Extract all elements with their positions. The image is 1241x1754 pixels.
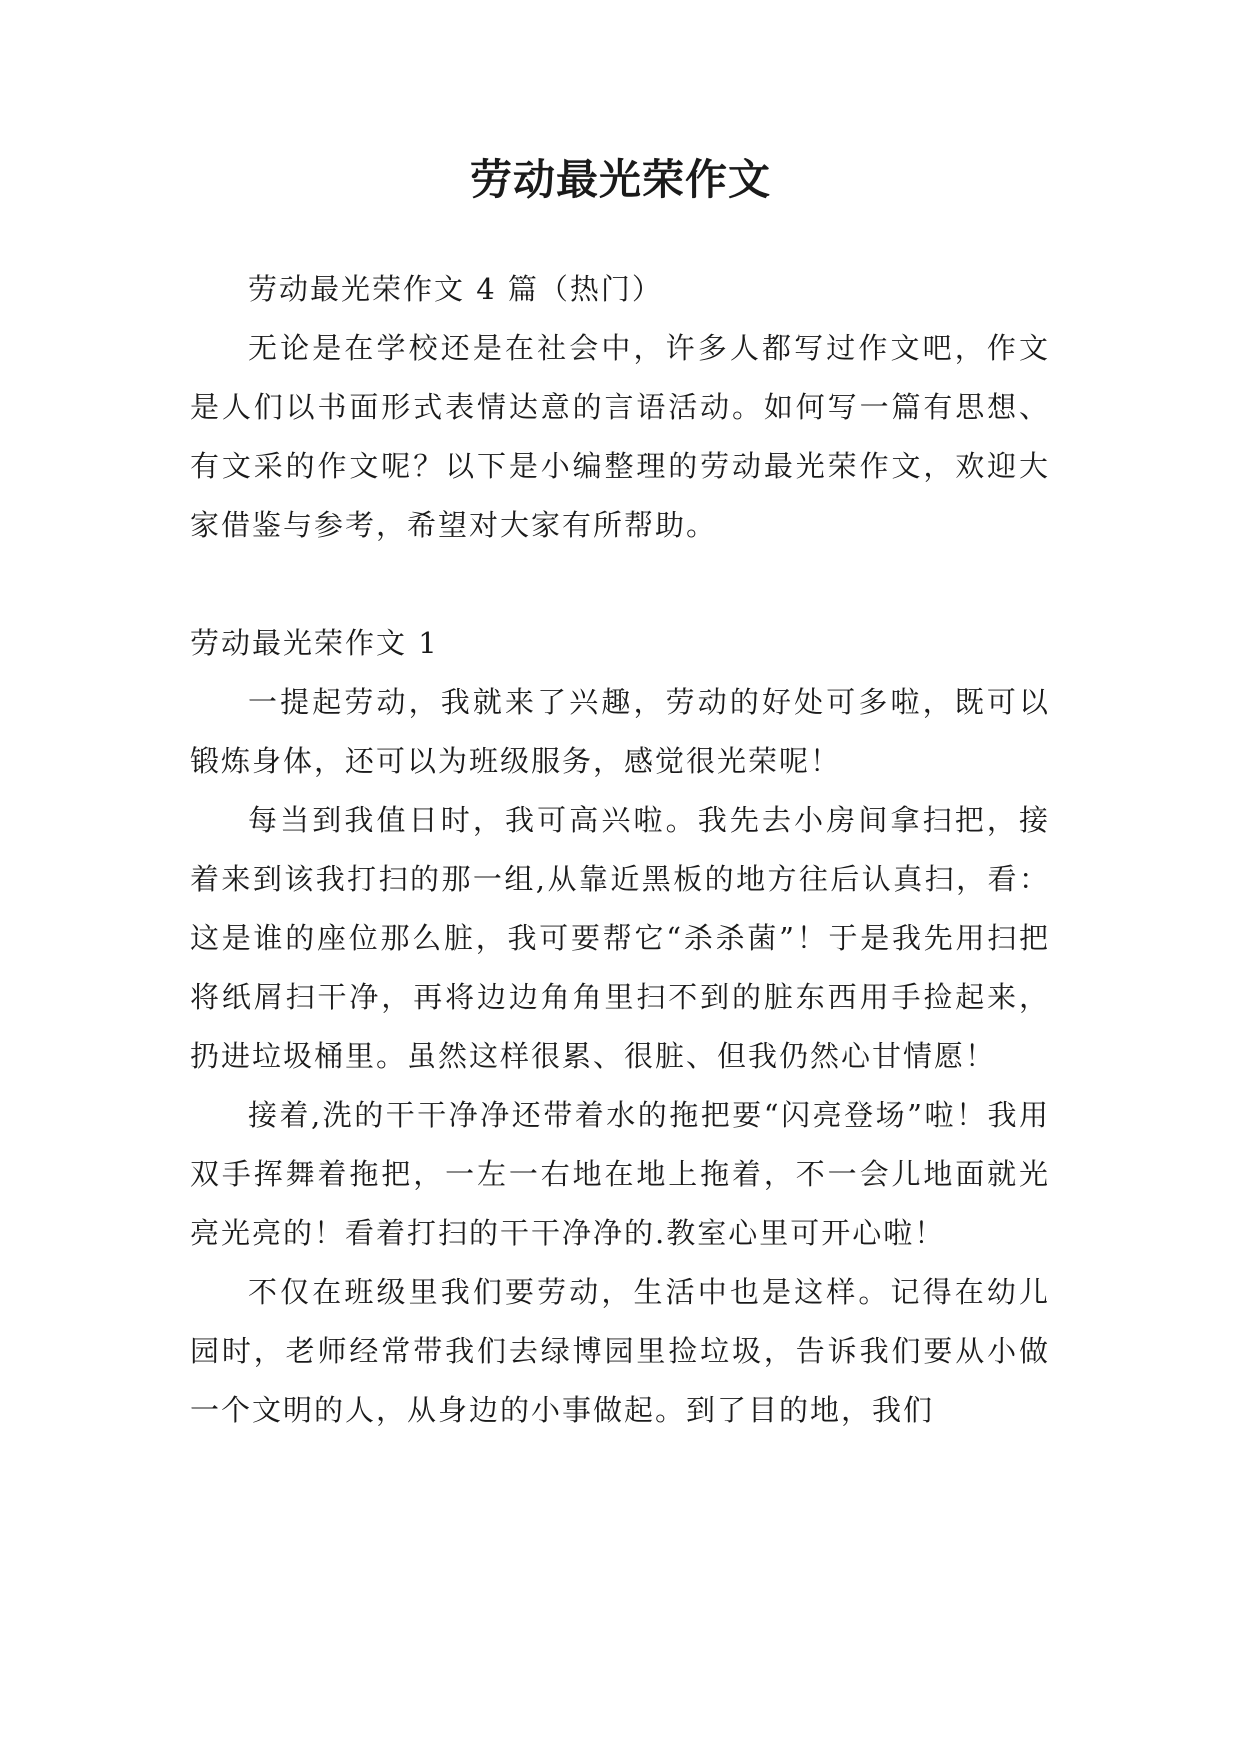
section-heading: 劳动最光荣作文 1 [190, 626, 439, 660]
document-subtitle: 劳动最光荣作文 4 篇（热门） [248, 272, 663, 306]
intro-paragraph: 无论是在学校还是在社会中，许多人都写过作文吧，作文是人们以书面形式表情达意的言语活动。如何写一篇有思想、有文采的作文呢？以下是小编整理的劳动最光荣作文，欢迎大家借鉴与参考，希望对大家有所帮助。 [190, 331, 1050, 542]
document-body [190, 260, 1050, 1440]
paragraph-gap [190, 555, 1050, 614]
body-paragraph: 每当到我值日时，我可高兴啦。我先去小房间拿扫把，接着来到该我打扫的那一组,从靠近黑板的地方往后认真扫，看：这是谁的座位那么脏，我可要帮它“杀杀菌”！于是我先用扫把将纸屑扫干净，再将边边角角里扫不到的脏东西用手捡起来，扔进垃圾桶里。虽然这样很累、很脏、但我仍然心甘情愿！ [190, 803, 1050, 1073]
body-paragraph: 接着,洗的干干净净还带着水的拖把要“闪亮登场”啦！我用双手挥舞着拖把，一左一右地在地上拖着，不一会儿地面就光亮光亮的！看着打扫的干干净净的.教室心里可开心啦！ [190, 1098, 1050, 1250]
body-paragraph: 不仅在班级里我们要劳动，生活中也是这样。记得在幼儿园时，老师经常带我们去绿博园里捡垃圾，告诉我们要从小做一个文明的人，从身边的小事做起。到了目的地，我们 [190, 1275, 1050, 1427]
document-title: 劳动最光荣作文 [469, 155, 771, 204]
body-paragraph: 一提起劳动，我就来了兴趣，劳动的好处可多啦，既可以锻炼身体，还可以为班级服务，感觉很光荣呢！ [190, 685, 1050, 778]
